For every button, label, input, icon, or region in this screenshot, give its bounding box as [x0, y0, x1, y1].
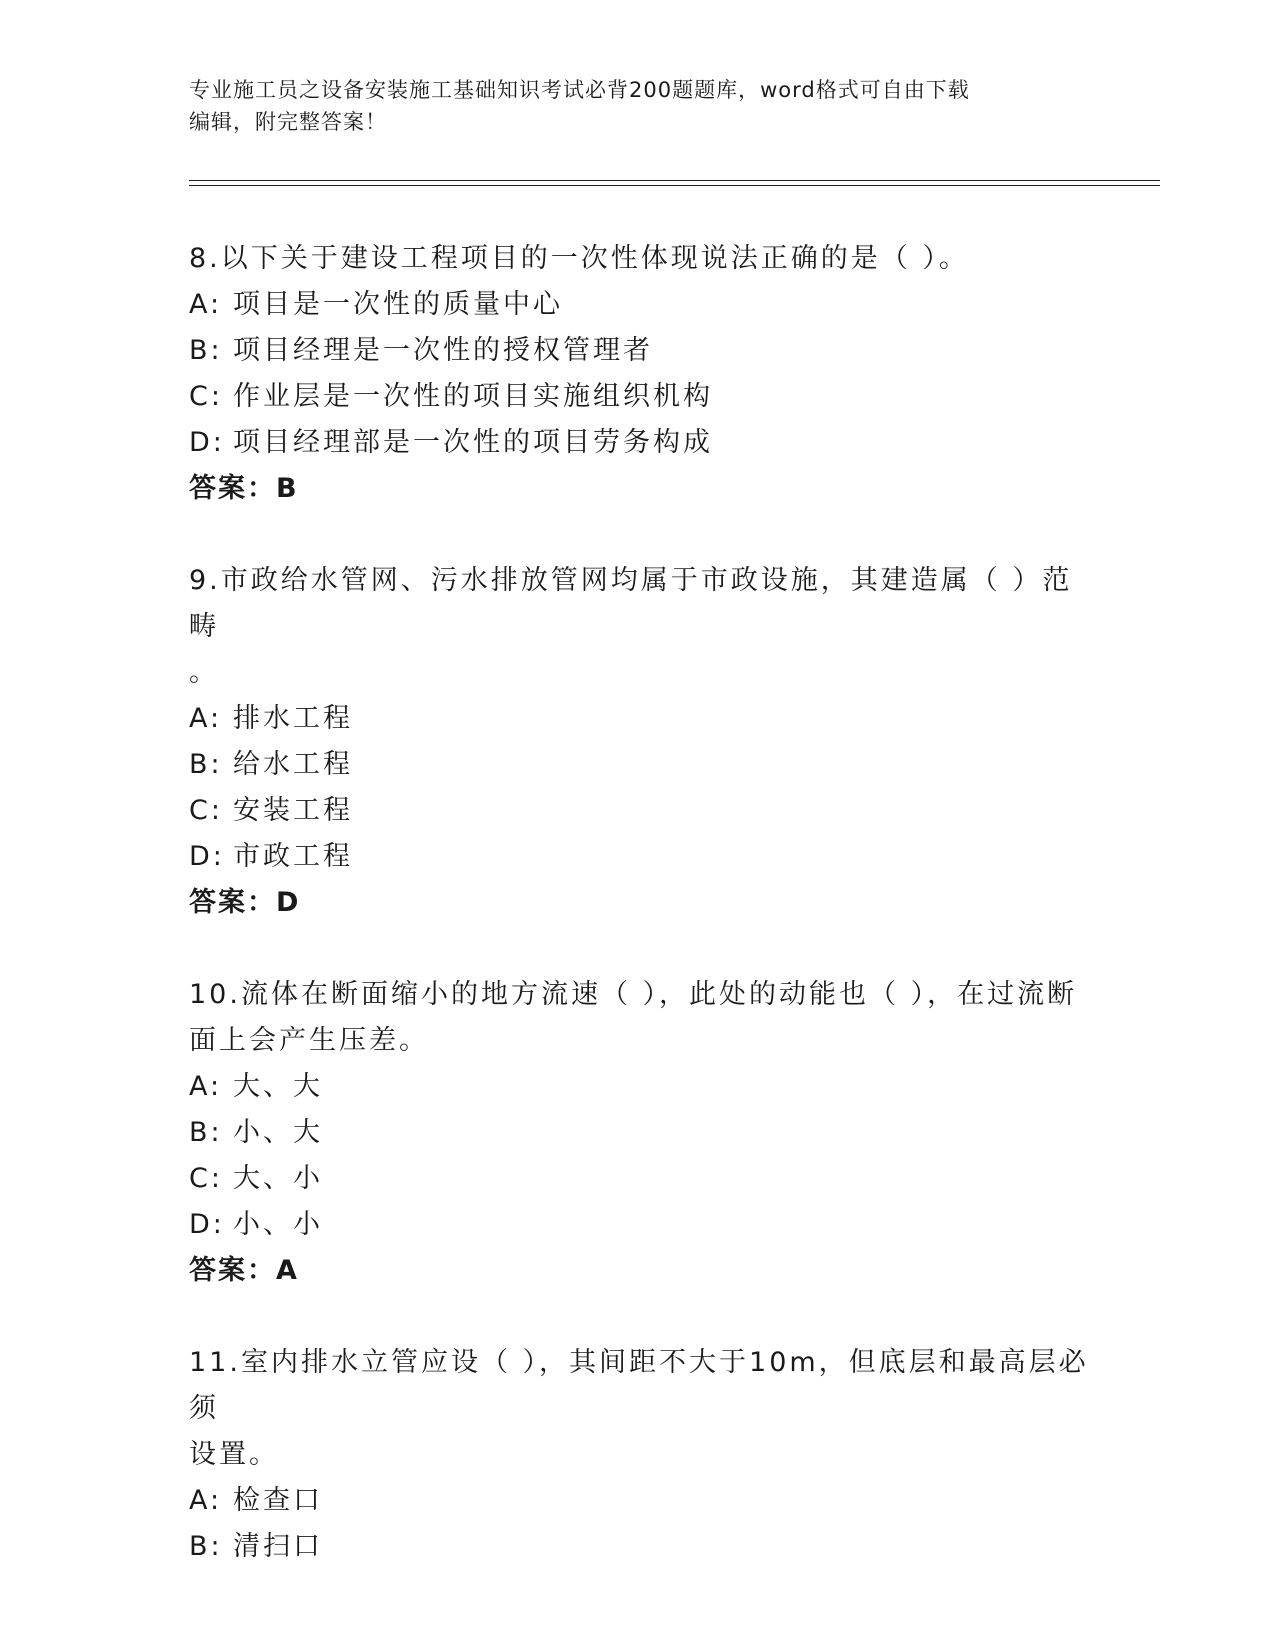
option-letter: D:	[189, 1209, 225, 1240]
option-text: 作业层是一次性的项目实施组织机构	[233, 381, 713, 412]
option-a	[189, 1064, 1089, 1110]
option-d	[189, 420, 1089, 466]
question-text-continued: 设置。	[189, 1439, 279, 1470]
option-text: 项目是一次性的质量中心	[233, 289, 563, 320]
option-text: 清扫口	[233, 1531, 323, 1562]
answer: 答案：A	[189, 1255, 299, 1286]
question-list	[189, 236, 1089, 1616]
option-letter: A:	[189, 1071, 223, 1102]
question-text: 11.室内排水立管应设（ ），其间距不大于10m，但底层和最高层必须	[189, 1347, 1089, 1424]
question-10	[189, 972, 1089, 1294]
option-letter: B:	[189, 1117, 223, 1148]
option-text: 项目经理部是一次性的项目劳务构成	[233, 427, 713, 458]
option-c	[189, 788, 1089, 834]
option-text: 小、小	[233, 1209, 323, 1240]
option-c	[189, 1156, 1089, 1202]
option-text: 给水工程	[233, 749, 353, 780]
question-text: 8.以下关于建设工程项目的一次性体现说法正确的是（ ）。	[189, 243, 969, 274]
answer: 答案：B	[189, 473, 299, 504]
document-header	[189, 74, 1079, 138]
option-letter: A:	[189, 1485, 223, 1516]
option-letter: B:	[189, 335, 223, 366]
option-letter: C:	[189, 795, 223, 826]
option-letter: B:	[189, 1531, 223, 1562]
option-letter: D:	[189, 841, 225, 872]
option-letter: A:	[189, 703, 223, 734]
question-text: 9.市政给水管网、污水排放管网均属于市政设施，其建造属（ ）范畴	[189, 565, 1073, 642]
option-d	[189, 1202, 1089, 1248]
option-text: 小、大	[233, 1117, 323, 1148]
question-11	[189, 1340, 1089, 1570]
option-a	[189, 696, 1089, 742]
header-line-2: 编辑，附完整答案！	[189, 110, 387, 134]
option-b	[189, 1524, 1089, 1570]
question-text-continued: 面上会产生压差。	[189, 1025, 429, 1056]
header-divider-bottom	[189, 185, 1160, 186]
option-text: 大、大	[233, 1071, 323, 1102]
option-b	[189, 742, 1089, 788]
option-letter: A:	[189, 289, 223, 320]
option-letter: C:	[189, 1163, 223, 1194]
option-text: 检查口	[233, 1485, 323, 1516]
option-c	[189, 374, 1089, 420]
option-text: 市政工程	[233, 841, 353, 872]
option-letter: B:	[189, 749, 223, 780]
option-text: 项目经理是一次性的授权管理者	[233, 335, 653, 366]
question-text: 10.流体在断面缩小的地方流速（ ），此处的动能也（ ），在过流断	[189, 979, 1078, 1010]
header-divider-top	[189, 180, 1160, 181]
option-text: 安装工程	[233, 795, 353, 826]
option-d	[189, 834, 1089, 880]
option-b	[189, 328, 1089, 374]
option-text: 排水工程	[233, 703, 353, 734]
option-text: 大、小	[233, 1163, 323, 1194]
question-text-continued: 。	[189, 657, 219, 688]
question-8	[189, 236, 1089, 512]
option-a	[189, 1478, 1089, 1524]
option-b	[189, 1110, 1089, 1156]
option-a	[189, 282, 1089, 328]
option-letter: D:	[189, 427, 225, 458]
header-line-1: 专业施工员之设备安装施工基础知识考试必背200题题库，word格式可自由下载	[189, 78, 970, 102]
option-letter: C:	[189, 381, 223, 412]
question-9	[189, 558, 1089, 926]
answer: 答案：D	[189, 887, 301, 918]
